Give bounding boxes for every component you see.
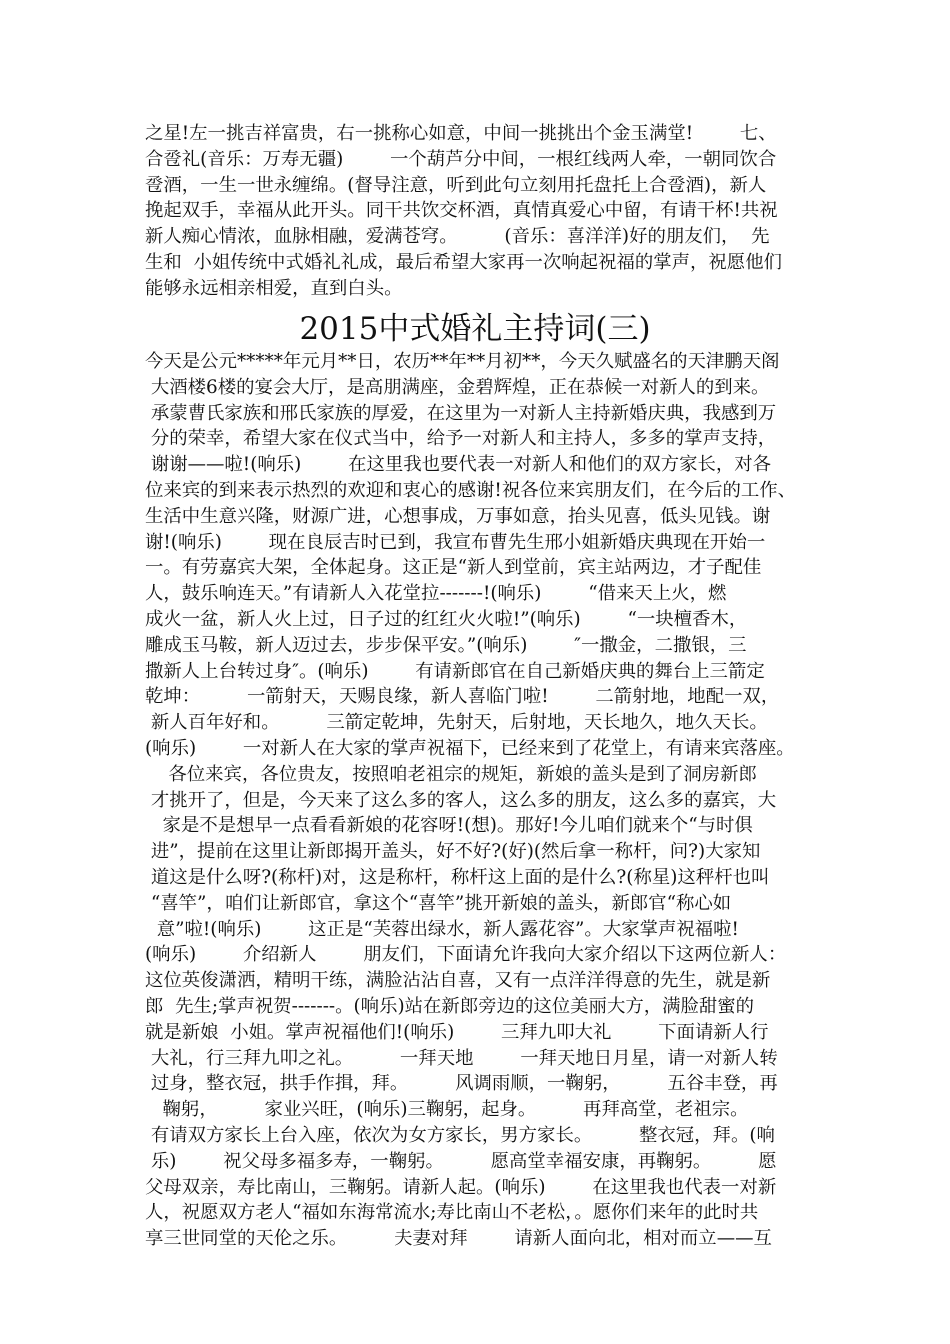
text-line: 雕成玉马鞍，新人迈过去，步步保平安。”(响乐) ″一撒金，二撒银，三 <box>145 634 747 656</box>
text-line: (响乐) 介绍新人 朋友们，下面请允许我向大家介绍以下这两位新人： <box>145 944 787 966</box>
text-line: 鞠躬， 家业兴旺，(响乐)三鞠躬，起身。 再拜高堂，老祖宗。 <box>145 1099 749 1121</box>
continued-text-block <box>145 121 821 302</box>
text-line: 各位来宾，各位贵友，按照咱老祖宗的规矩，新娘的盖头是到了洞房新郎 <box>145 763 757 785</box>
text-line: 就是新娘 小姐。掌声祝福他们!(响乐) 三拜九叩大礼 下面请新人行 <box>145 1021 769 1043</box>
text-line: 大酒楼6楼的宴会大厅，是高朋满座，金碧辉煌，正在恭候一对新人的到来。 <box>145 376 770 398</box>
text-line: 挽起双手，幸福从此开头。同干共饮交杯酒，真情真爱心中留，有请干杯!共祝 <box>145 200 778 222</box>
text-line: 位来宾的到来表示热烈的欢迎和衷心的感谢!祝各位来宾朋友们，在今后的工作、 <box>145 479 797 501</box>
text-line: 一。有劳嘉宾大架，全体起身。这正是“新人到堂前，宾主站两边，才子配佳 <box>145 557 762 579</box>
text-line: 新人百年好和。 三箭定乾坤，先射天，后射地，天长地久，地久天长。 <box>145 712 768 734</box>
text-line: 生和 小姐传统中式婚礼礼成，最后希望大家再一次响起祝福的掌声，祝愿他们 <box>145 251 782 273</box>
text-line: 人，鼓乐响连天。”有请新人入花堂拉-------!(响乐) “借来天上火，燃 <box>145 583 727 605</box>
text-line: 有请双方家长上台入座，依次为女方家长，男方家长。 整衣冠，拜。(响 <box>145 1124 775 1146</box>
text-line: “喜竿”，咱们让新郎官，拿这个“喜竿”挑开新娘的盖头，新郎官“称心如 <box>145 892 732 914</box>
text-line: 成火一盆，新人火上过，日子过的红红火火啦!”(响乐) “一块檀香木， <box>145 608 748 630</box>
text-line: 进”，提前在这里让新郎揭开盖头，好不好?(好)(然后拿一称杆，问?)大家知 <box>145 841 761 863</box>
text-line: 父母双亲，寿比南山，三鞠躬。请新人起。(响乐) 在这里我也代表一对新 <box>145 1176 777 1198</box>
text-line: 家是不是想早一点看看新娘的花容呀!(想)。那好!今儿咱们就来个“与时俱 <box>145 815 753 837</box>
text-line: 今天是公元*****年元月**日，农历**年**月初**，今天久赋盛名的天津鹏天阁 <box>145 351 780 372</box>
text-line: 这位英俊潇洒，精明干练，满脸沾沾自喜，又有一点洋洋得意的先生，就是新 <box>145 970 771 992</box>
text-line: 意”啦!(响乐) 这正是“芙蓉出绿水，新人露花容”。大家掌声祝福啦! <box>145 918 739 940</box>
text-line: 谢谢——啦!(响乐) 在这里我也要代表一对新人和他们的双方家长，对各 <box>145 454 772 476</box>
text-line: 新人痴心情浓，血脉相融，爱满苍穹。 (音乐：喜洋洋)好的朋友们， 先 <box>145 226 770 248</box>
text-line: (响乐) 一对新人在大家的掌声祝福下，已经来到了花堂上，有请来宾落座。 <box>145 737 795 759</box>
text-line: 才挑开了，但是，今天来了这么多的客人，这么多的朋友，这么多的嘉宾，大 <box>145 789 777 811</box>
text-line: 生活中生意兴隆，财源广进，心想事成，万事如意，抬头见喜，低头见钱。谢 <box>145 505 771 527</box>
text-line: 能够永远相亲相爱，直到白头。 <box>145 277 403 299</box>
text-line: 之星!左一挑吉祥富贵，右一挑称心如意，中间一挑挑出个金玉满堂! 七、 <box>145 123 777 144</box>
text-line: 道这是什么呀?(称杆)对，这是称杆，称杆这上面的是什么?(称星)这秤杆也叫 <box>145 866 770 888</box>
text-line: 合卺礼(音乐：万寿无疆) 一个葫芦分中间，一根红线两人牵，一朝同饮合 <box>145 148 777 170</box>
text-line: 享三世同堂的天伦之乐。 夫妻对拜 请新人面向北，相对而立——互 <box>145 1228 772 1250</box>
text-line: 分的荣幸，希望大家在仪式当中，给予一对新人和主持人，多多的掌声支持， <box>145 428 777 450</box>
text-line: 乐) 祝父母多福多寿，一鞠躬。 愿高堂幸福安康，再鞠躬。 愿 <box>145 1150 777 1172</box>
text-line: 承蒙曹氏家族和邢氏家族的厚爱，在这里为一对新人主持新婚庆典，我感到万 <box>145 402 777 424</box>
text-line: 过身，整衣冠，拱手作揖，拜。 风调雨顺，一鞠躬， 五谷丰登，再 <box>145 1073 778 1095</box>
body-text-block <box>145 349 821 1252</box>
text-line: 大礼，行三拜九叩之礼。 一拜天地 一拜天地日月星，请一对新人转 <box>145 1047 778 1069</box>
text-line: 人，祝愿双方老人“福如东海常流水;寿比南山不老松，。愿你们来年的此时共 <box>145 1202 759 1224</box>
text-line: 卺酒，一生一世永缠绵。(督导注意，听到此句立刻用托盘托上合卺酒)，新人 <box>145 174 767 196</box>
text-line: 撒新人上台转过身″。(响乐) 有请新郎官在自己新婚庆典的舞台上三箭定 <box>145 660 765 682</box>
section-title: 2015中式婚礼主持词(三) <box>299 311 651 347</box>
text-line: 乾坤： 一箭射天，天赐良缘，新人喜临门啦! 二箭射地，地配一双， <box>145 686 780 708</box>
text-line: 谢!(响乐) 现在良辰吉时已到，我宣布曹先生邢小姐新婚庆典现在开始一 <box>145 531 766 553</box>
text-line: 郎 先生;掌声祝贺-------。(响乐)站在新郎旁边的这位美丽大方，满脸甜蜜的 <box>145 995 755 1017</box>
